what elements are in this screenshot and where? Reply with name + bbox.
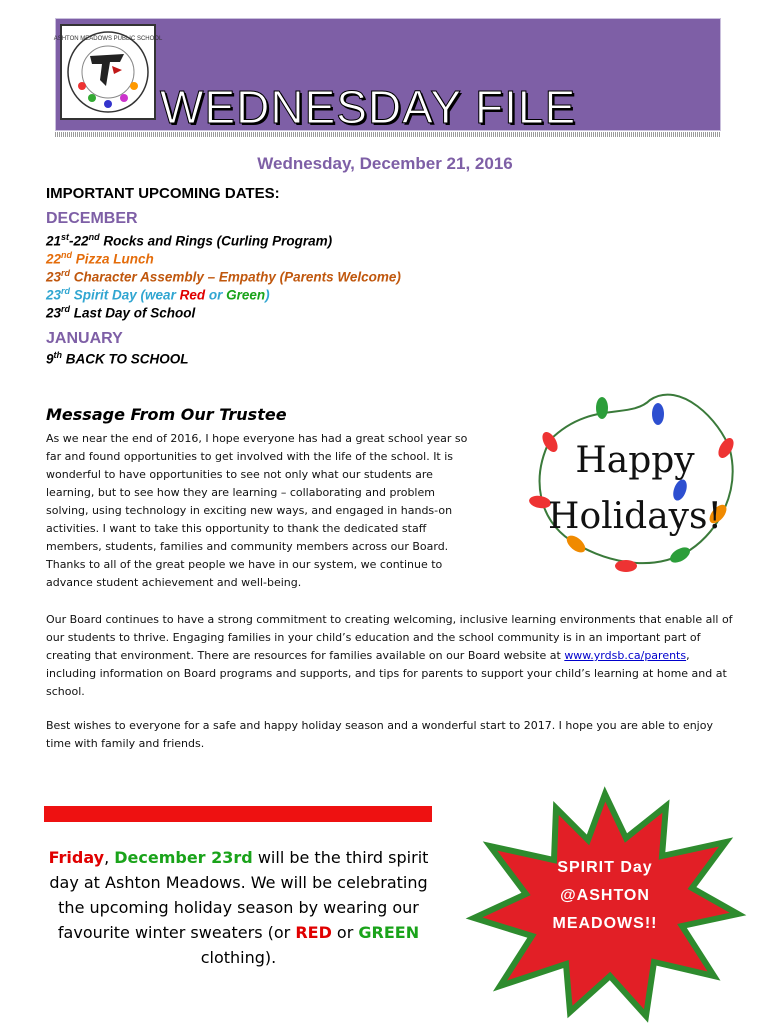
december-heading: DECEMBER [46,210,138,227]
starburst-line-2: @ASHTON [560,887,650,904]
trustee-paragraph-3: Best wishes to everyone for a safe and happy holiday season and a wonderful start to 2017. I hope you are able to enjoy time with family and friends. [46,719,713,750]
event-pizza-lunch: 22nd Pizza Lunch [46,250,154,267]
logo-text: ASHTON MEADOWS PUBLIC SCHOOL [53,36,163,42]
red-divider-bar [44,806,432,822]
starburst-text [510,854,700,938]
january-heading: JANUARY [46,330,123,347]
trustee-heading: Message From Our Trustee [46,405,287,424]
event-last-day: 23rd Last Day of School [46,304,196,321]
trustee-paragraph-2: Our Board continues to have a strong commitment to creating welcoming, inclusive learning environments that enable all of our students to thrive. Engaging families in your child’s education and the school community is in an important part of creating that environment. There are resources for families available on our Board website at www.yrdsb.ca/parents, including information on Board programs and supports, and tips for parents to support your child’s learning at home and at school. [46,613,733,698]
event-back-to-school: 9th BACK TO SCHOOL [46,350,189,367]
board-website-link[interactable]: www.yrdsb.ca/parents [564,649,687,662]
school-logo [53,24,163,120]
starburst-line-1: SPIRIT Day [557,859,653,876]
holidays-text: Holidays! [548,496,722,537]
falcon-logo-icon [53,26,163,118]
event-spirit-day: 23rd Spirit Day (wear Red or Green) [46,286,270,303]
holiday-lights-icon [530,380,740,580]
page-title: WEDNESDAY FILE [160,81,577,133]
event-character-assembly: 23rd Character Assembly – Empathy (Parents Welcome) [46,268,401,285]
happy-text: Happy [575,440,695,481]
event-rocks-and-rings: 21st-22nd Rocks and Rings (Curling Program) [46,232,333,249]
happy-holidays-image [530,380,740,580]
issue-date: Wednesday, December 21, 2016 [257,154,513,173]
spirit-day-announcement: Friday, December 23rd will be the third spirit day at Ashton Meadows. We will be celebrating the upcoming holiday season by wearing our favourite winter sweaters (or RED or GREEN clothing). [48,848,429,967]
trustee-paragraph-1: As we near the end of 2016, I hope everyone has had a great school year so far and found opportunities to get involved with the life of the school. It is wonderful to have opportunities to see not only what our students are learning, but to see how they are learning – collaborating and problem solving, using technology in exciting new ways, and engaged in hands-on activities. I want to take this opportunity to thank the dedicated staff members, students, families and community members across our Board. Thanks to all of the great people we have in our system, we continue to advance student achievement and well-being. [46,432,468,589]
starburst-line-3: MEADOWS!! [552,915,658,932]
upcoming-dates-heading: IMPORTANT UPCOMING DATES: [46,185,280,202]
